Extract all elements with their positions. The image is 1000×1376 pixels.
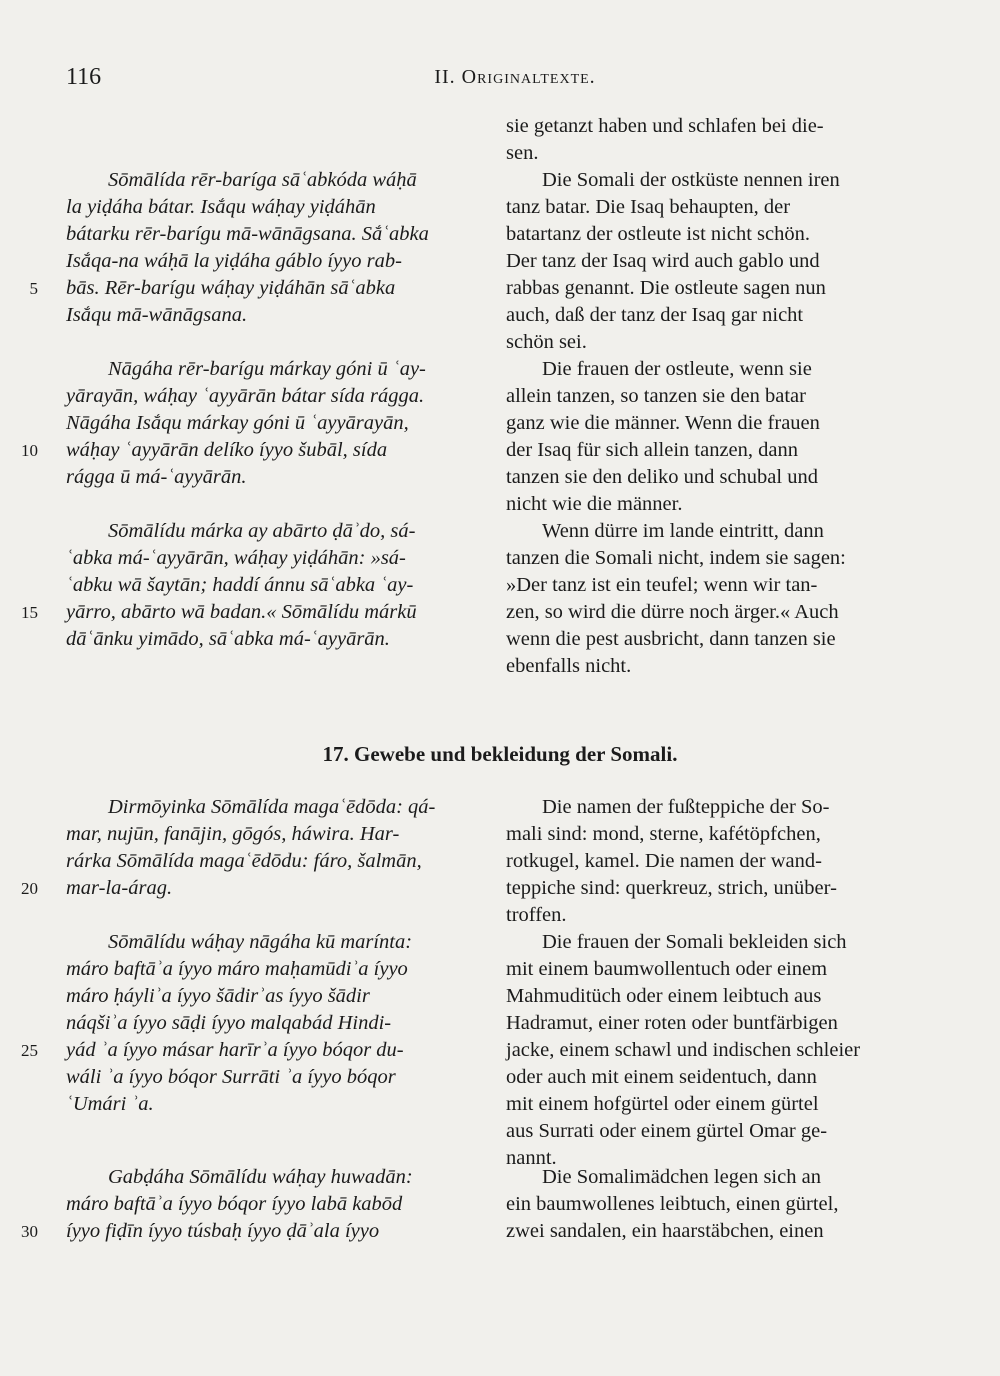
somali-line xyxy=(66,956,474,983)
somali-line xyxy=(66,383,474,410)
somali-line-text: ʿUmári ʾa. xyxy=(66,1093,154,1115)
german-line: mali sind: mond, sterne, kafétöpfchen, xyxy=(506,823,821,845)
german-line: batartanz der ostleute ist nicht schön. xyxy=(506,223,810,245)
german-line: Hadramut, einer roten oder buntfärbigen xyxy=(506,1012,838,1034)
somali-line xyxy=(21,599,474,626)
somali-line xyxy=(66,545,474,572)
somali-line-text: mar, nujūn, fanājin, gōgós, háwira. Har- xyxy=(66,823,400,845)
german-line: ganz wie die männer. Wenn die frauen xyxy=(506,412,820,434)
german-line: Die namen der fußteppiche der So- xyxy=(542,796,830,818)
somali-line xyxy=(29,275,474,302)
somali-line-text: ʿabku wā šaytān; haddí ánnu sāʿabka ʿay- xyxy=(66,574,414,596)
somali-line xyxy=(66,821,474,848)
somali-line xyxy=(66,302,474,329)
somali-line xyxy=(66,848,474,875)
somali-line xyxy=(66,794,474,821)
german-line: sen. xyxy=(506,142,539,164)
german-line: ebenfalls nicht. xyxy=(506,655,632,677)
german-line: Der tanz der Isaq wird auch gablo und xyxy=(506,250,820,272)
somali-line xyxy=(66,464,474,491)
german-line: Mahmuditüch oder einem leibtuch aus xyxy=(506,985,822,1007)
line-number: 5 xyxy=(29,279,38,298)
german-line: rabbas genannt. Die ostleute sagen nun xyxy=(506,277,826,299)
german-line: jacke, einem schawl und indischen schleier xyxy=(506,1039,861,1061)
german-line: Die frauen der ostleute, wenn sie xyxy=(542,358,812,380)
somali-line-text: yārayān, wáḥay ʿayyārān bátar sída rágga. xyxy=(66,385,425,407)
german-line: mit einem hofgürtel oder einem gürtel xyxy=(506,1093,819,1115)
somali-line-text: mar-la-árag. xyxy=(66,877,173,899)
somali-line-text: Sōmālída rēr-baríga sāʿabkóda wáḥā xyxy=(108,169,417,191)
line-number: 20 xyxy=(21,879,38,898)
somali-line-text: Dirmōyinka Sōmālída magaʿēdōda: qá- xyxy=(108,796,436,818)
somali-line xyxy=(66,518,474,545)
somali-line-text: náqšiʾa íyyo sāḍi íyyo malqabád Hindi- xyxy=(66,1012,392,1034)
somali-line-text: wáli ʾa íyyo bóqor Surrāti ʾa íyyo bóqor xyxy=(66,1066,396,1088)
somali-line-text: dāʿānku yimādo, sāʿabka má-ʿayyārān. xyxy=(66,628,390,650)
somali-line xyxy=(66,572,474,599)
running-title: II. Originaltexte. xyxy=(434,66,596,88)
german-line: »Der tanz ist ein teufel; wenn wir tan- xyxy=(506,574,818,596)
somali-line-text: rágga ū má-ʿayyārān. xyxy=(66,466,247,488)
somali-line-text: Isắqu mā-wānāgsana. xyxy=(66,304,248,326)
somali-line xyxy=(66,410,474,437)
german-line: tanzen die Somali nicht, indem sie sagen: xyxy=(506,547,846,569)
somali-line-text: Isắqa-na wáḥā la yiḍáha gáblo íyyo rab- xyxy=(66,250,402,272)
german-line: tanz batar. Die Isaq behaupten, der xyxy=(506,196,791,218)
somali-line-text: Sōmālídu wáḥay nāgáha kū marínta: xyxy=(108,931,413,953)
german-line: Die Somali der ostküste nennen iren xyxy=(542,169,840,191)
german-line: zwei sandalen, ein haarstäbchen, einen xyxy=(506,1220,824,1242)
somali-line xyxy=(66,356,474,383)
german-line: schön sei. xyxy=(506,331,587,353)
somali-line xyxy=(66,221,474,248)
somali-line xyxy=(66,1191,474,1218)
somali-line xyxy=(21,1037,474,1064)
somali-line-text: máro baftāʾa íyyo bóqor íyyo labā kabōd xyxy=(66,1193,403,1215)
somali-line-text: Nāgáha rēr-barígu márkay góni ū ʿay- xyxy=(108,358,426,380)
somali-line xyxy=(66,929,474,956)
line-number: 30 xyxy=(21,1222,38,1241)
somali-line-text: íyyo fiḍīn íyyo túsbaḥ íyyo ḍāʾala íyyo xyxy=(66,1220,380,1242)
somali-line xyxy=(21,1218,474,1245)
german-line: ein baumwollenes leibtuch, einen gürtel, xyxy=(506,1193,839,1215)
somali-line xyxy=(66,1064,474,1091)
line-number: 25 xyxy=(21,1041,38,1060)
german-line: tanzen sie den deliko und schubal und xyxy=(506,466,818,488)
somali-line xyxy=(66,983,474,1010)
somali-line xyxy=(21,875,474,902)
somali-line-text: bátarku rēr-barígu mā-wānāgsana. Sắʿabka xyxy=(66,223,429,245)
german-line: der Isaq für sich allein tanzen, dann xyxy=(506,439,799,461)
somali-line-text: rárka Sōmālída magaʿēdōdu: fáro, šalmān, xyxy=(66,850,422,872)
german-line: Die Somalimädchen legen sich an xyxy=(542,1166,821,1188)
somali-line-text: Gabḍáha Sōmālídu wáḥay huwadān: xyxy=(108,1166,413,1188)
somali-line-text: yārro, abārto wā badan.« Sōmālídu márkū xyxy=(66,601,417,623)
somali-line-text: máro ḥáyliʾa íyyo šādirʾas íyyo šādir xyxy=(66,985,370,1007)
somali-line-text: bās. Rēr-barígu wáḥay yiḍáhān sāʿabka xyxy=(66,277,396,299)
somali-line xyxy=(66,626,474,653)
german-line: troffen. xyxy=(506,904,567,926)
somali-line xyxy=(66,248,474,275)
german-line: nannt. xyxy=(506,1147,557,1169)
german-line: Die frauen der Somali bekleiden sich xyxy=(542,931,847,953)
somali-line-text: Nāgáha Isắqu márkay góni ū ʿayyārayān, xyxy=(66,412,409,434)
somali-line xyxy=(66,167,474,194)
somali-line-text: la yiḍáha bátar. Isắqu wáḥay yiḍáhān xyxy=(66,196,376,218)
german-line: aus Surrati oder einem gürtel Omar ge- xyxy=(506,1120,828,1142)
somali-line xyxy=(66,194,474,221)
german-line: zen, so wird die dürre noch ärger.« Auch xyxy=(506,601,839,623)
page-number: 116 xyxy=(66,64,102,90)
german-line: rotkugel, kamel. Die namen der wand- xyxy=(506,850,822,872)
somali-line xyxy=(66,1010,474,1037)
section-title: 17. Gewebe und bekleidung der Somali. xyxy=(322,742,678,766)
german-line: mit einem baumwollentuch oder einem xyxy=(506,958,828,980)
somali-line-text: wáḥay ʿayyārān delíko íyyo šubāl, sída xyxy=(66,439,388,461)
german-line: Wenn dürre im lande eintritt, dann xyxy=(542,520,824,542)
german-line: teppiche sind: querkreuz, strich, unüber- xyxy=(506,877,837,899)
german-line: sie getanzt haben und schlafen bei die- xyxy=(506,115,824,137)
somali-line xyxy=(21,437,474,464)
german-line: nicht wie die männer. xyxy=(506,493,683,515)
line-number: 10 xyxy=(21,441,38,460)
somali-line xyxy=(66,1164,474,1191)
somali-line-text: yád ʾa íyyo másar harīrʾa íyyo bóqor du- xyxy=(66,1039,404,1061)
somali-line-text: ʿabka má-ʿayyārān, wáḥay yiḍáhān: »sá- xyxy=(66,547,406,569)
german-line: oder auch mit einem seidentuch, dann xyxy=(506,1066,817,1088)
line-number: 15 xyxy=(21,603,38,622)
somali-line xyxy=(66,1091,474,1118)
german-line: auch, daß der tanz der Isaq gar nicht xyxy=(506,304,804,326)
somali-line-text: máro baftāʾa íyyo máro maḥamūdiʾa íyyo xyxy=(66,958,408,980)
german-line: allein tanzen, so tanzen sie den batar xyxy=(506,385,806,407)
somali-line-text: Sōmālídu márka ay abārto ḍāʾdo, sá- xyxy=(108,520,416,542)
german-line: wenn die pest ausbricht, dann tanzen sie xyxy=(506,628,836,650)
